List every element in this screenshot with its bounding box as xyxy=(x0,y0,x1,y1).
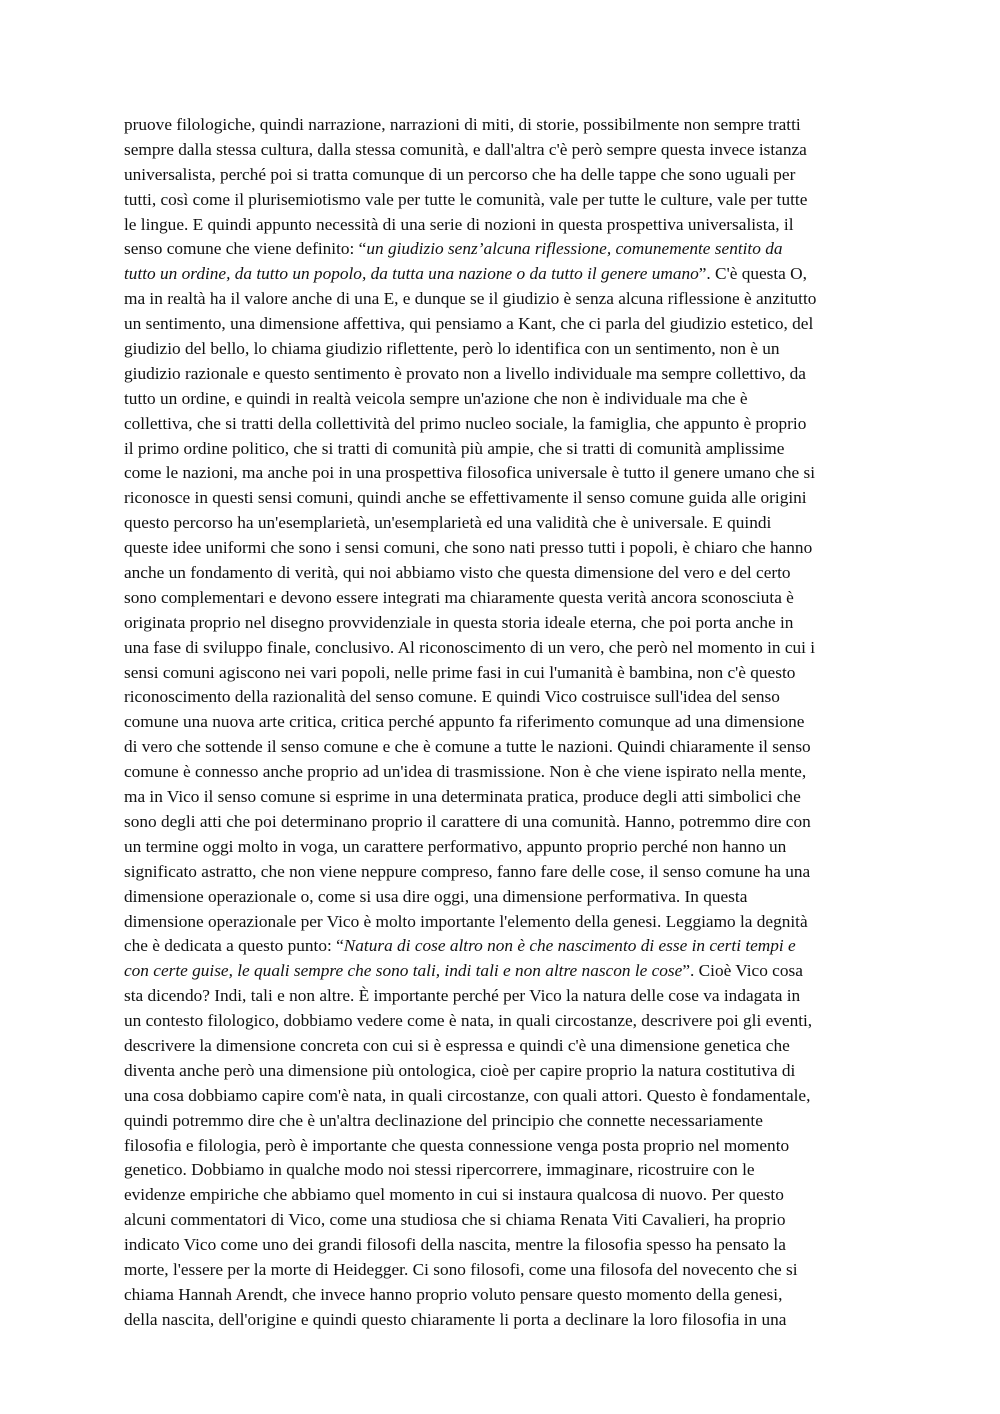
text-line xyxy=(124,337,884,362)
text-line xyxy=(124,636,884,661)
text-line xyxy=(124,785,884,810)
text-fragment: sempre dalla stessa cultura, dalla stessa comunità, e dall'altra c'è però sempre questa invece istanza xyxy=(124,139,807,159)
body-text xyxy=(124,113,884,1333)
text-line xyxy=(124,188,884,213)
text-fragment: di vero che sottende il senso comune e che è comune a tutte le nazioni. Quindi chiaramente il senso xyxy=(124,737,811,757)
text-fragment: un contesto filologico, dobbiamo vedere come è nata, in quali circostanze, descrivere poi gli eventi, xyxy=(124,1011,813,1031)
text-fragment: riconoscimento della razionalità del senso comune. E quindi Vico costruisce sull'idea del senso xyxy=(124,687,780,707)
text-line xyxy=(124,387,884,412)
text-fragment: dimensione operazionale o, come si usa dire oggi, una dimensione performativa. In questa xyxy=(124,886,748,906)
text-fragment: ”. Cioè Vico cosa xyxy=(682,961,803,981)
text-line xyxy=(124,1208,884,1233)
text-line xyxy=(124,437,884,462)
text-fragment: che è dedicata a questo punto: “ xyxy=(124,936,344,956)
text-fragment: sta dicendo? Indi, tali e non altre. È importante perché per Vico la natura delle cose va indagata in xyxy=(124,986,801,1006)
text-line xyxy=(124,1258,884,1283)
text-line xyxy=(124,586,884,611)
quote-fragment: con certe guise, le quali sempre che sono tali, indi tali e non altre nascon le cose xyxy=(124,961,683,981)
text-line xyxy=(124,810,884,835)
text-fragment: ”. C'è questa O, xyxy=(698,264,807,284)
text-fragment: le lingue. E quindi appunto necessità di una serie di nozioni in questa prospettiva universalista, il xyxy=(124,214,794,234)
text-fragment: della nascita, dell'origine e quindi questo chiaramente li porta a declinare la loro filosofia in una xyxy=(124,1309,787,1329)
text-line xyxy=(124,1009,884,1034)
text-fragment: genetico. Dobbiamo in qualche modo noi stessi ripercorrere, immaginare, ricostruire con le xyxy=(124,1160,755,1180)
text-line xyxy=(124,461,884,486)
text-line xyxy=(124,1034,884,1059)
text-line xyxy=(124,984,884,1009)
text-fragment: tutti, così come il plurisemiotismo vale per tutte le comunità, vale per tutte le culture, vale per tutte xyxy=(124,189,808,209)
text-fragment: collettiva, che si tratti della collettività del primo nucleo sociale, la famiglia, che appunto è proprio xyxy=(124,413,807,433)
text-fragment: riconosce in questi sensi comuni, quindi anche se effettivamente il senso comune guida alle origini xyxy=(124,488,807,508)
text-line xyxy=(124,760,884,785)
text-fragment: queste idee uniformi che sono i sensi comuni, che sono nati presso tutti i popoli, è chiaro che hanno xyxy=(124,538,813,558)
text-line xyxy=(124,1059,884,1084)
document-page xyxy=(124,113,884,1333)
text-fragment: un sentimento, una dimensione affettiva, qui pensiamo a Kant, che ci parla del giudizio estetico, del xyxy=(124,314,814,334)
text-line xyxy=(124,113,884,138)
text-fragment: originata proprio nel disegno provvidenziale in questa storia ideale eterna, che poi porta anche in xyxy=(124,612,794,632)
text-fragment: sensi comuni agiscono nei vari popoli, nelle prime fasi in cui l'umanità è bambina, non c'è questo xyxy=(124,662,796,682)
text-line xyxy=(124,735,884,760)
text-line xyxy=(124,1233,884,1258)
text-line xyxy=(124,312,884,337)
text-line xyxy=(124,910,884,935)
text-fragment: ma in realtà ha il valore anche di una E, e dunque se il giudizio è senza alcuna riflessione è anzitutto xyxy=(124,289,817,309)
text-line xyxy=(124,237,884,262)
text-line xyxy=(124,536,884,561)
text-line xyxy=(124,163,884,188)
text-line xyxy=(124,362,884,387)
text-fragment: quindi potremmo dire che è un'altra declinazione del principio che connette necessariamente xyxy=(124,1110,763,1130)
text-fragment: descrivere la dimensione concreta con cui si è espressa e quindi c'è una dimensione genetica che xyxy=(124,1035,790,1055)
quote-fragment: tutto un ordine, da tutto un popolo, da tutta una nazione o da tutto il genere umano xyxy=(124,264,699,284)
text-fragment: comune è connesso anche proprio ad un'idea di trasmissione. Non è che viene ispirato nella mente, xyxy=(124,762,807,782)
text-fragment: un termine oggi molto in voga, un carattere performativo, appunto proprio perché non hanno un xyxy=(124,836,787,856)
text-line xyxy=(124,611,884,636)
text-fragment: sono degli atti che poi determinano proprio il carattere di una comunità. Hanno, potremmo dire con xyxy=(124,811,811,831)
text-line xyxy=(124,1283,884,1308)
text-line xyxy=(124,412,884,437)
text-line xyxy=(124,885,884,910)
text-fragment: alcuni commentatori di Vico, come una studiosa che si chiama Renata Viti Cavalieri, ha proprio xyxy=(124,1210,786,1230)
text-line xyxy=(124,661,884,686)
text-fragment: tutto un ordine, e quindi in realtà veicola sempre un'azione che non è individuale ma che è xyxy=(124,388,748,408)
text-fragment: giudizio razionale e questo sentimento è provato non a livello individuale ma sempre collettivo, da xyxy=(124,363,806,383)
text-fragment: una fase di sviluppo finale, conclusivo. Al riconoscimento di un vero, che però nel momento in cui i xyxy=(124,637,816,657)
text-line xyxy=(124,1308,884,1333)
text-fragment: comune una nuova arte critica, critica perché appunto fa riferimento comunque ad una dimensione xyxy=(124,712,805,732)
text-line xyxy=(124,1109,884,1134)
text-line xyxy=(124,1134,884,1159)
text-fragment: questo percorso ha un'esemplarietà, un'esemplarietà ed una validità che è universale. E quindi xyxy=(124,513,772,533)
text-fragment: chiama Hannah Arendt, che invece hanno proprio voluto pensare questo momento della genesi, xyxy=(124,1284,783,1304)
text-fragment: una cosa dobbiamo capire com'è nata, in quali circostanze, con quali attori. Questo è fondamentale, xyxy=(124,1085,811,1105)
text-line xyxy=(124,561,884,586)
text-line xyxy=(124,138,884,163)
text-fragment: come le nazioni, ma anche poi in una prospettiva filosofica universale è tutto il genere umano che si xyxy=(124,463,816,483)
text-fragment: universalista, perché poi si tratta comunque di un percorso che ha delle tappe che sono uguali per xyxy=(124,164,796,184)
text-fragment: giudizio del bello, lo chiama giudizio riflettente, però lo identifica con un sentimento, non è un xyxy=(124,339,780,359)
text-line xyxy=(124,287,884,312)
text-fragment: anche un fondamento di verità, qui noi abbiamo visto che questa dimensione del vero e del certo xyxy=(124,563,791,583)
text-line xyxy=(124,685,884,710)
text-fragment: sono complementari e devono essere integrati ma chiaramente questa verità ancora sconosciuta è xyxy=(124,587,794,607)
text-fragment: il primo ordine politico, che si tratti di comunità più ampie, che si tratti di comunità amplissime xyxy=(124,438,785,458)
text-line xyxy=(124,1183,884,1208)
text-line xyxy=(124,1158,884,1183)
text-fragment: diventa anche però una dimensione più ontologica, cioè per capire proprio la natura costitutiva di xyxy=(124,1060,796,1080)
text-line xyxy=(124,934,884,959)
quote-fragment: un giudizio senz’alcuna riflessione, comunemente sentito da xyxy=(366,239,783,259)
text-line xyxy=(124,860,884,885)
text-fragment: evidenze empiriche che abbiamo quel momento in cui si instaura qualcosa di nuovo. Per questo xyxy=(124,1185,784,1205)
text-fragment: dimensione operazionale per Vico è molto importante l'elemento della genesi. Leggiamo la degnità xyxy=(124,911,808,931)
text-fragment: indicato Vico come uno dei grandi filosofi della nascita, mentre la filosofia spesso ha pensato la xyxy=(124,1235,786,1255)
text-line xyxy=(124,1084,884,1109)
text-fragment: senso comune che viene definito: “ xyxy=(124,239,367,259)
text-line xyxy=(124,835,884,860)
text-fragment: pruove filologiche, quindi narrazione, narrazioni di miti, di storie, possibilmente non sempre tratti xyxy=(124,115,801,134)
quote-fragment: Natura di cose altro non è che nascimento di esse in certi tempi e xyxy=(343,936,796,956)
text-fragment: morte, l'essere per la morte di Heidegger. Ci sono filosofi, come una filosofa del novecento che si xyxy=(124,1259,798,1279)
text-line xyxy=(124,213,884,238)
text-line xyxy=(124,486,884,511)
text-line xyxy=(124,511,884,536)
text-line xyxy=(124,959,884,984)
text-line xyxy=(124,710,884,735)
text-fragment: significato astratto, che non viene neppure compreso, fanno fare delle cose, il senso comune ha una xyxy=(124,861,811,881)
text-fragment: filosofia e filologia, però è importante che questa connessione venga posta proprio nel momento xyxy=(124,1135,790,1155)
text-fragment: ma in Vico il senso comune si esprime in una determinata pratica, produce degli atti simbolici che xyxy=(124,787,801,807)
text-line xyxy=(124,262,884,287)
